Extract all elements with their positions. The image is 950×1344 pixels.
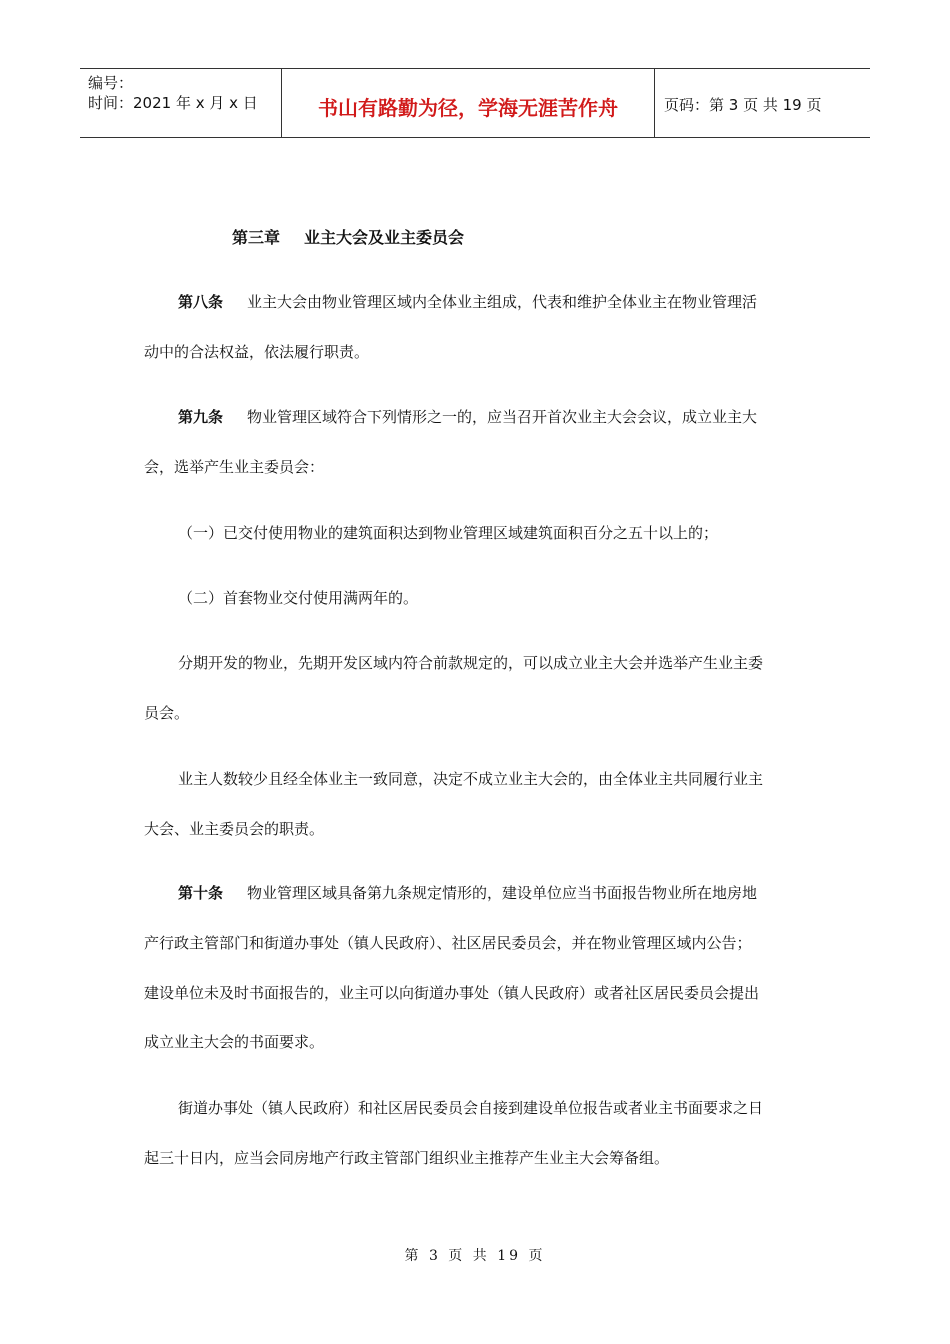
- article-9-item-2: （二）首套物业交付使用满两年的。: [178, 589, 419, 607]
- article-10-line-3: 建设单位未及时书面报告的，业主可以向街道办事处（镇人民政府）或者社区居民委员会提出: [144, 984, 760, 1002]
- header-meta: [80, 69, 282, 137]
- article-10-line-4: 成立业主大会的书面要求。: [144, 1033, 325, 1051]
- chapter-heading: [232, 227, 464, 249]
- article-10-para-2-line-1: 街道办事处（镇人民政府）和社区居民委员会自接到建设单位报告或者业主书面要求之日: [178, 1099, 764, 1117]
- article-9-text-1: 物业管理区域符合下列情形之一的，应当召开首次业主大会会议，成立业主大: [247, 408, 758, 426]
- chapter-title: 业主大会及业主委员会: [304, 228, 465, 247]
- chapter-number: 第三章: [232, 228, 281, 247]
- article-9-label: 第九条: [178, 408, 224, 426]
- article-8-line-2: 动中的合法权益，依法履行职责。: [144, 343, 370, 361]
- article-9-item-1: （一）已交付使用物业的建筑面积达到物业管理区域建筑面积百分之五十以上的；: [178, 524, 719, 542]
- article-10-label: 第十条: [178, 884, 224, 902]
- article-10-line-2: 产行政主管部门和街道办事处（镇人民政府）、社区居民委员会，并在物业管理区域内公告；: [144, 934, 752, 952]
- date-label: 时间：2021 年 x 月 x 日: [88, 94, 258, 112]
- page-footer: 第 3 页 共 19 页: [404, 1248, 546, 1264]
- article-8-text-1: 业主大会由物业管理区域内全体业主组成，代表和维护全体业主在物业管理活: [247, 293, 758, 311]
- article-9-para-4-line-2: 大会、业主委员会的职责。: [144, 820, 325, 838]
- page-header: [80, 68, 870, 138]
- article-9-para-3-line-1: 分期开发的物业，先期开发区域内符合前款规定的，可以成立业主大会并选举产生业主委: [178, 654, 764, 672]
- article-8-label: 第八条: [178, 293, 224, 311]
- header-page-number: 页码：第 3 页 共 19 页: [664, 95, 822, 114]
- article-10-para-2-line-2: 起三十日内，应当会同房地产行政主管部门组织业主推荐产生业主大会筹备组。: [144, 1149, 670, 1167]
- article-10-text-1: 物业管理区域具备第九条规定情形的，建设单位应当书面报告物业所在地房地: [247, 884, 758, 902]
- article-9-line-1: [178, 406, 757, 428]
- article-8-line-1: [178, 291, 757, 313]
- code-label: 编号：: [88, 74, 134, 92]
- header-motto: 书山有路勤为径，学海无涯苦作舟: [282, 69, 655, 137]
- article-9-para-4-line-1: 业主人数较少且经全体业主一致同意，决定不成立业主大会的，由全体业主共同履行业主: [178, 770, 764, 788]
- article-10-line-1: [178, 882, 757, 904]
- article-9-para-3-line-2: 员会。: [144, 704, 190, 722]
- article-9-line-2: 会，选举产生业主委员会：: [144, 458, 325, 476]
